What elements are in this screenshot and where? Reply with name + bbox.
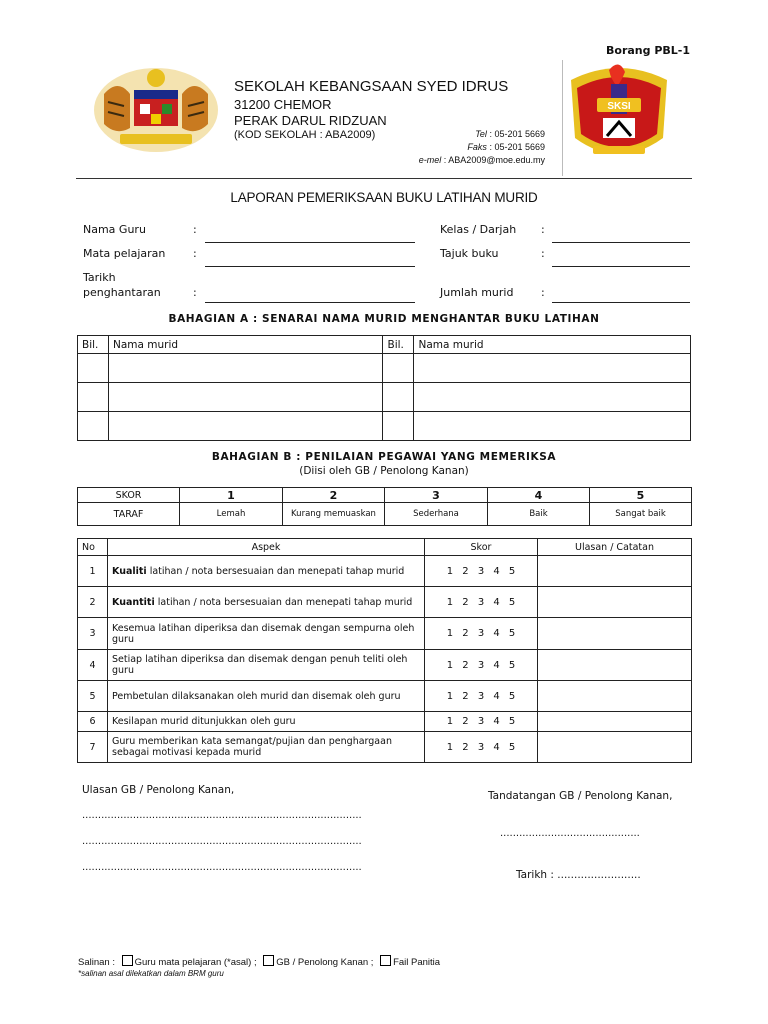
tel-value: : 05-201 5669 [489,129,545,139]
col-header-bil: Bil. [383,336,414,354]
section-b-subtitle: (Diisi oleh GB / Penolong Kanan) [299,465,469,477]
school-name: SEKOLAH KEBANGSAAN SYED IDRUS [234,78,509,95]
col-header-name: Nama murid [108,336,383,354]
copy-note: *salinan asal dilekatkan dalam BRM guru [78,969,224,978]
col-header-aspect: Aspek [108,539,425,556]
copy-panel-file-label: Fail Panitia [393,957,441,968]
score-scale[interactable]: 1 2 3 4 5 [425,650,538,681]
score-scale[interactable]: 1 2 3 4 5 [425,587,538,618]
col-header-remark: Ulasan / Catatan [538,539,692,556]
aspect-text [108,712,425,732]
aspect-description: Pembetulan dilaksanakan oleh murid dan disemak oleh guru [112,690,401,702]
aspect-text [108,732,425,763]
table-row [78,732,692,763]
col-header-bil: Bil. [78,336,109,354]
level-row [78,503,692,526]
table-cell[interactable] [414,354,691,383]
table-cell[interactable] [78,354,109,383]
score-scale[interactable]: 1 2 3 4 5 [425,712,538,732]
form-code: Borang PBL-1 [606,44,690,57]
address-line-2: PERAK DARUL RIDZUAN [234,113,387,128]
remark-cell[interactable] [538,556,692,587]
table-cell[interactable] [414,412,691,441]
aspect-text [108,618,425,650]
table-cell[interactable] [108,412,383,441]
level-label: Baik [488,503,590,526]
level-label: Lemah [180,503,283,526]
colon: : [193,247,197,260]
teacher-name-label: Nama Guru [83,223,146,236]
aspect-description: Setiap latihan diperiksa dan disemak dengan penuh teliti oleh guru [112,654,408,676]
score-row [78,488,692,503]
table-cell[interactable] [78,412,109,441]
score-value: 1 [180,488,283,503]
col-header-score: Skor [425,539,538,556]
taraf-label: TARAF [78,503,180,526]
malaysia-crest-logo [90,64,222,156]
colon: : [541,223,545,236]
book-title-label: Tajuk buku [440,247,499,260]
level-label: Kurang memuaskan [283,503,385,526]
table-cell[interactable] [383,354,414,383]
remark-cell[interactable] [538,732,692,763]
score-value: 4 [488,488,590,503]
signature-label: Tandatangan GB / Penolong Kanan, [488,790,673,802]
row-number: 1 [78,556,108,587]
remark-line-1[interactable]: ........................................................................................ [82,810,362,821]
aspect-text [108,650,425,681]
section-b-title: BAHAGIAN B : PENILAIAN PEGAWAI YANG MEMERIKSA [211,451,557,463]
score-value: 2 [283,488,385,503]
score-scale[interactable]: 1 2 3 4 5 [425,618,538,650]
table-cell[interactable] [78,383,109,412]
email-label: e-mel [418,155,442,165]
row-number: 7 [78,732,108,763]
teacher-name-field[interactable] [205,242,415,243]
copy-principal-label: GB / Penolong Kanan ; [276,957,374,968]
skor-label: SKOR [78,488,180,503]
score-scale[interactable]: 1 2 3 4 5 [425,681,538,712]
aspect-keyword: Kuantiti [112,596,155,608]
aspect-description: Guru memberikan kata semangat/pujian dan penghargaan sebagai motivasi kepada murid [112,736,392,758]
fax-label: Faks [467,142,487,152]
remarks-label: Ulasan GB / Penolong Kanan, [82,784,235,796]
badge-text: SKSI [607,101,631,112]
document-title: LAPORAN PEMERIKSAAN BUKU LATIHAN MURID [230,190,538,205]
aspect-description: Kesemua latihan diperiksa dan disemak dengan sempurna oleh guru [112,622,415,645]
remark-cell[interactable] [538,681,692,712]
book-title-field[interactable] [552,266,690,267]
aspect-text [108,681,425,712]
student-count-field[interactable] [552,302,690,303]
signature-date[interactable]: Tarikh : ......................... [516,869,641,881]
table-row [78,650,692,681]
table-cell[interactable] [383,383,414,412]
tel-line [345,129,545,139]
header-divider [76,178,692,179]
tel-label: Tel [475,129,487,139]
colon: : [541,286,545,299]
table-row [78,412,691,441]
aspect-description: latihan / nota bersesuaian dan menepati tahap murid [154,596,413,608]
score-scale[interactable]: 1 2 3 4 5 [425,732,538,763]
school-code: (KOD SEKOLAH : ABA2009) [234,129,376,141]
row-number: 4 [78,650,108,681]
submission-date-label-1: Tarikh [83,271,116,284]
score-value: 3 [385,488,488,503]
table-header-row [78,539,692,556]
row-number: 2 [78,587,108,618]
submission-date-label-2: penghantaran [83,286,161,299]
row-number: 3 [78,618,108,650]
level-label: Sederhana [385,503,488,526]
col-header-name: Nama murid [414,336,691,354]
table-row [78,681,692,712]
colon: : [541,247,545,260]
copies-label: Salinan : [78,957,115,968]
assessment-table [77,538,692,763]
address-line-1: 31200 CHEMOR [234,97,332,112]
remark-line-2[interactable]: ........................................................................................ [82,836,362,847]
score-legend-table [77,487,692,526]
remark-cell[interactable] [538,587,692,618]
school-badge-logo [562,60,675,176]
score-value: 5 [590,488,692,503]
copy-checkbox-panel-file[interactable] [380,955,391,966]
fax-line [345,142,545,152]
table-cell[interactable] [108,354,383,383]
section-a-title: BAHAGIAN A : SENARAI NAMA MURID MENGHANTAR BUKU LATIHAN [168,313,600,325]
aspect-keyword: Kualiti [112,565,147,577]
submission-date-field[interactable] [205,302,415,303]
copies-line [78,955,440,968]
copy-checkbox-principal[interactable] [263,955,274,966]
fax-value: : 05-201 5669 [489,142,545,152]
aspect-description: latihan / nota bersesuaian dan menepati tahap murid [146,565,405,577]
student-count-label: Jumlah murid [440,286,514,299]
remark-cell[interactable] [538,712,692,732]
subject-field[interactable] [205,266,415,267]
table-cell[interactable] [414,383,691,412]
table-cell[interactable] [383,412,414,441]
aspect-description: Kesilapan murid ditunjukkan oleh guru [112,716,296,727]
email-value: : ABA2009@moe.edu.my [443,155,545,165]
student-list-table [77,335,691,441]
table-row [78,712,692,732]
score-scale[interactable]: 1 2 3 4 5 [425,556,538,587]
table-row [78,587,692,618]
remark-cell[interactable] [538,618,692,650]
table-header-row [78,336,691,354]
table-cell[interactable] [108,383,383,412]
copy-checkbox-teacher[interactable] [122,955,133,966]
class-field[interactable] [552,242,690,243]
email-line [345,155,545,165]
remark-cell[interactable] [538,650,692,681]
level-label: Sangat baik [590,503,692,526]
class-label: Kelas / Darjah [440,223,517,236]
aspect-text [108,587,425,618]
col-header-no: No [78,539,108,556]
copy-teacher-label: Guru mata pelajaran (*asal) ; [134,957,257,968]
row-number: 5 [78,681,108,712]
table-row [78,556,692,587]
table-row [78,354,691,383]
remark-line-3[interactable]: ........................................................................................ [82,862,362,873]
aspect-text [108,556,425,587]
signature-line[interactable]: ............................................ [500,828,640,839]
colon: : [193,286,197,299]
table-row [78,618,692,650]
colon: : [193,223,197,236]
subject-label: Mata pelajaran [83,247,166,260]
row-number: 6 [78,712,108,732]
table-row [78,383,691,412]
